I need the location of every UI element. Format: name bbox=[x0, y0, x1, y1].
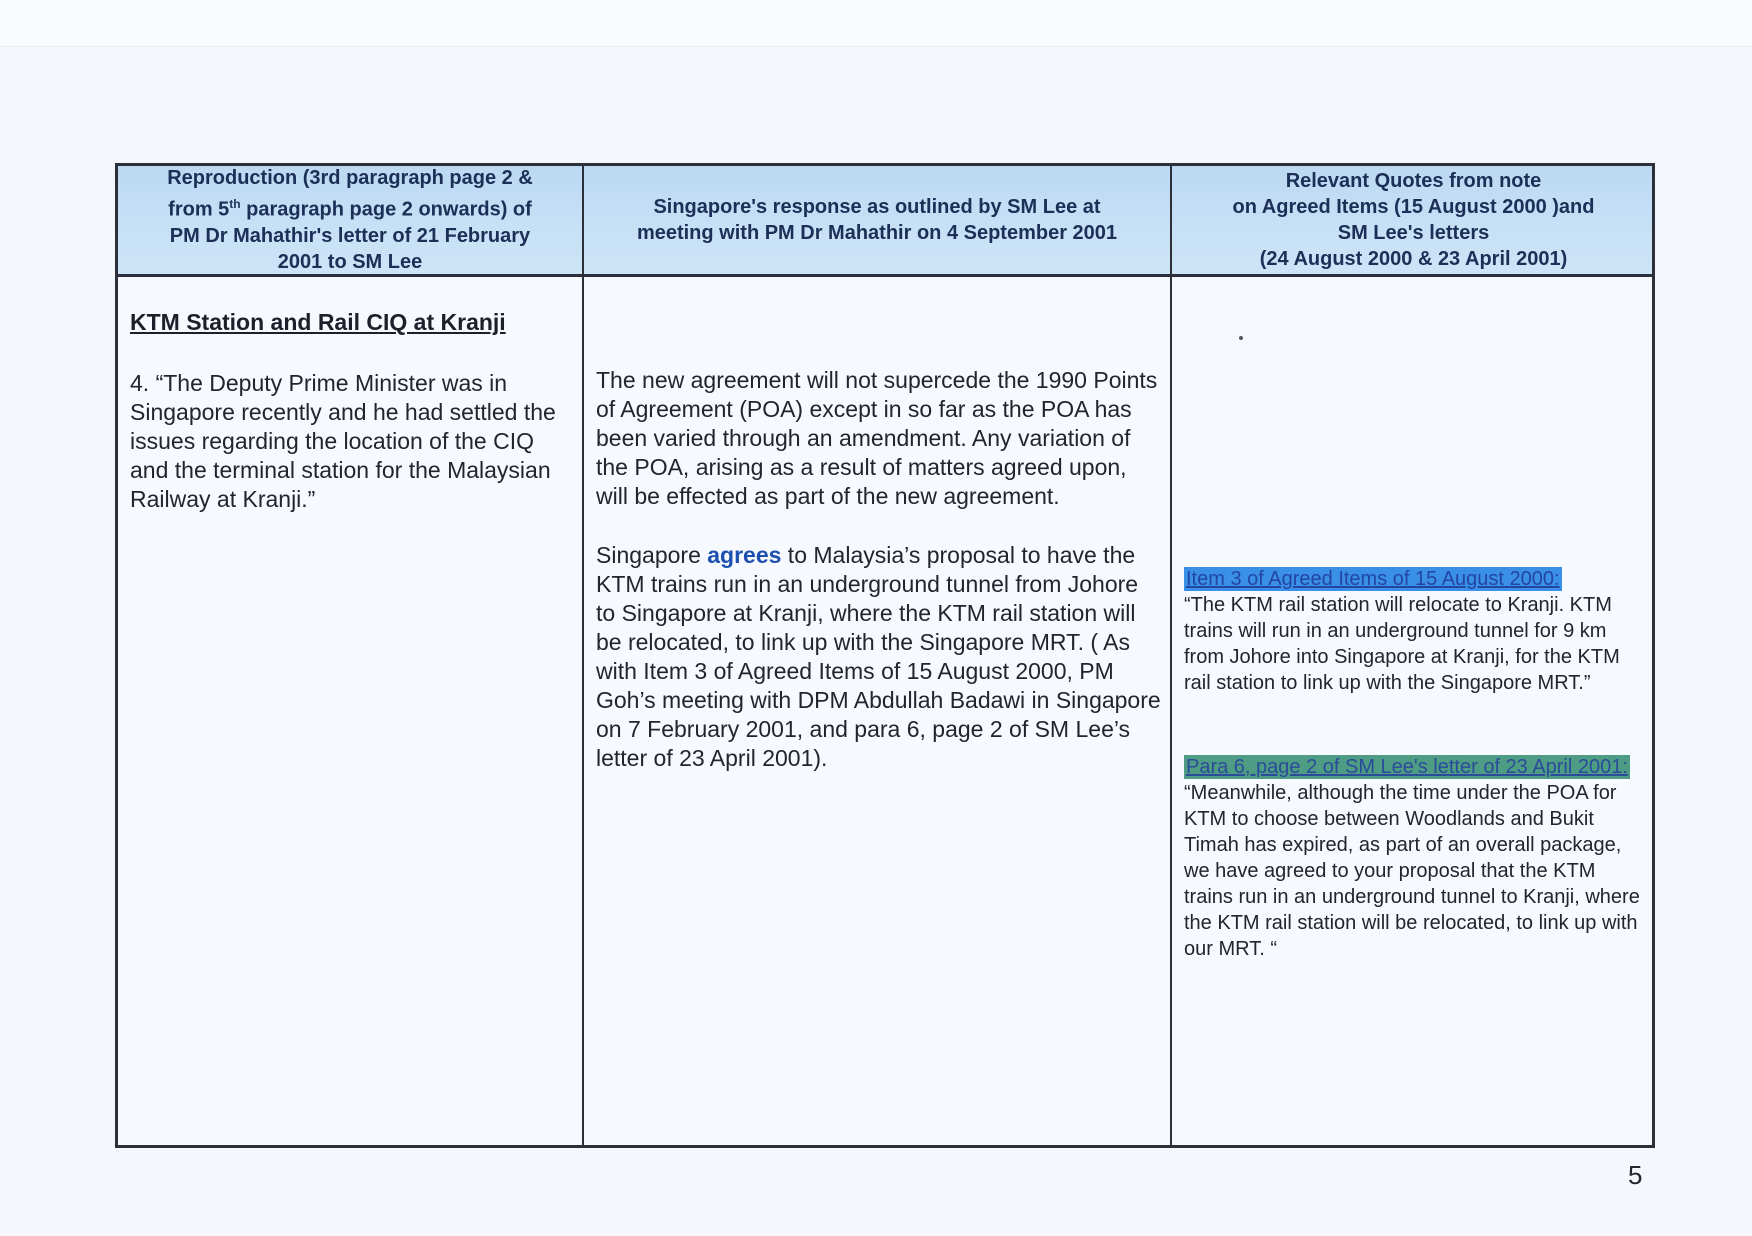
header-1-line-3: PM Dr Mahathir's letter of 21 February bbox=[169, 224, 531, 247]
header-3-line-4: (24 August 2000 & 23 April 2001) bbox=[1259, 248, 1568, 270]
quote-block-agreed-items bbox=[1184, 566, 1649, 696]
header-reproduction bbox=[118, 166, 582, 274]
reproduction-paragraph: 4. “The Deputy Prime Minister was in Singapore recently and he had settled the issues regarding the location of the CIQ and the terminal station for the Malaysian Railway at Kranji.” bbox=[130, 370, 556, 512]
comparison-table bbox=[115, 163, 1655, 1148]
quote-block-sm-lee-letter bbox=[1184, 754, 1649, 962]
quote-1-text: “The KTM rail station will relocate to Kranji. KTM trains will run in an underground tunnel for 9 km from Johore into Singapore at Kranji, for the KTM rail station to link up with the Singapore MRT.” bbox=[1184, 594, 1620, 694]
header-1-superscript: th bbox=[229, 197, 241, 212]
header-relevant-quotes bbox=[1172, 166, 1655, 274]
scan-speck bbox=[1239, 336, 1243, 340]
header-3-line-1: Relevant Quotes from note bbox=[1285, 170, 1542, 192]
column-divider bbox=[582, 166, 584, 1145]
response-paragraph-2 bbox=[596, 541, 1161, 773]
cell-reproduction bbox=[130, 308, 570, 514]
header-3-line-3: SM Lee's letters bbox=[1337, 222, 1490, 244]
header-1-line-2b: paragraph page 2 onwards) of bbox=[240, 198, 532, 221]
agrees-emphasis: agrees bbox=[707, 542, 782, 568]
response-paragraph-2-rest: to Malaysia’s proposal to have the KTM trains run in an underground tunnel from Johore to Singapore at Kranji, where the KTM rail station will be relocated, to link up with the Singapore MRT. ( As with Item 3 of Agreed Items of 15 August 2000, PM Goh’s meeting with DPM Abdullah Badawi in Singapore on 7 February 2001, and para 6, page 2 of SM Lee’s letter of 23 April 2001). bbox=[596, 542, 1161, 771]
cell-relevant-quotes bbox=[1184, 566, 1649, 962]
table-header-row bbox=[118, 166, 1652, 277]
scan-edge bbox=[0, 0, 1752, 47]
header-2-line-1: Singapore's response as outlined by SM Lee at bbox=[653, 196, 1101, 218]
page-number: 5 bbox=[1628, 1160, 1643, 1190]
cell-singapore-response bbox=[596, 366, 1161, 803]
header-1-line-4: 2001 to SM Lee bbox=[277, 250, 423, 273]
response-paragraph-2-start: Singapore bbox=[596, 542, 708, 568]
column-divider bbox=[1170, 166, 1172, 1145]
header-singapore-response bbox=[584, 166, 1170, 274]
header-1-line-2a: from 5 bbox=[168, 198, 230, 221]
header-3-line-2: on Agreed Items (15 August 2000 )and bbox=[1232, 196, 1595, 218]
header-1-line-1: Reproduction (3rd paragraph page 2 & bbox=[167, 167, 533, 190]
response-paragraph-1: The new agreement will not supercede the 1990 Points of Agreement (POA) except in so far as the POA has been varied through an amendment. Any variation of the POA, arising as a result of matters agreed upon, will be effected as part of the new agreement. bbox=[596, 367, 1158, 509]
quote-2-label: Para 6, page 2 of SM Lee's letter of 23 April 2001: bbox=[1186, 756, 1628, 778]
header-2-line-2: meeting with PM Dr Mahathir on 4 September 2001 bbox=[636, 222, 1118, 244]
quote-1-label: Item 3 of Agreed Items of 15 August 2000: bbox=[1186, 568, 1560, 590]
quote-2-text: “Meanwhile, although the time under the POA for KTM to choose between Woodlands and Bukit Timah has expired, as part of an overall package, we have agreed to your proposal that the KTM trains run in an underground tunnel to Kranji, where the KTM rail station will be relocated, to link up with our MRT. “ bbox=[1184, 782, 1640, 960]
section-title: KTM Station and Rail CIQ at Kranji bbox=[130, 309, 506, 335]
